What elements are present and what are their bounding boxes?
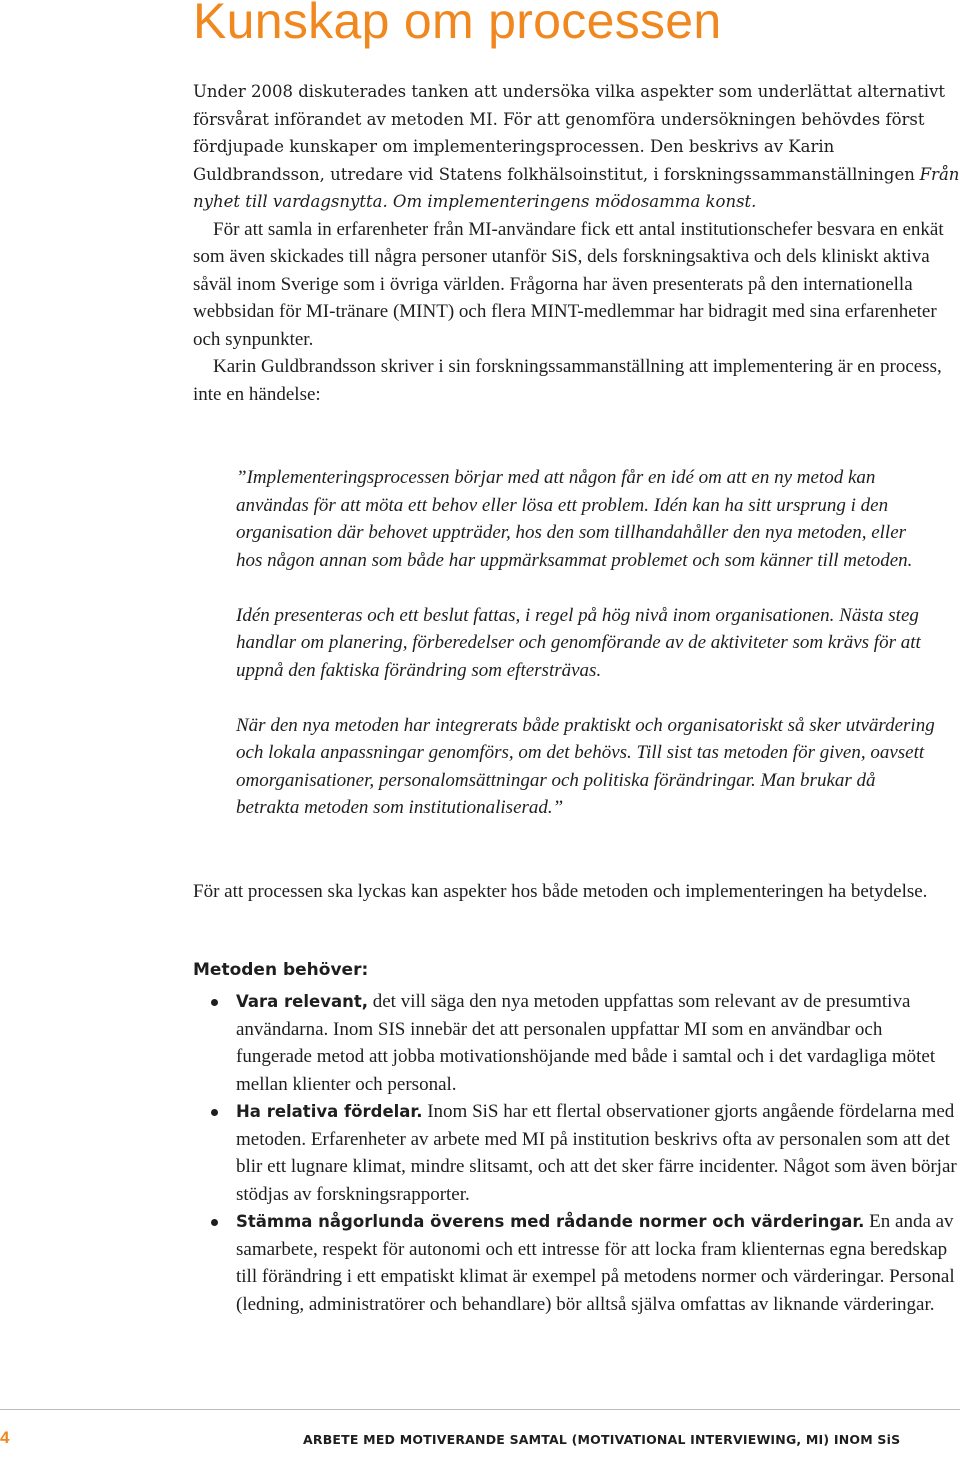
list-item-title: Stämma någorlunda överens med rådande normer och värderingar. xyxy=(236,1212,865,1231)
intro-text: Under 2008 diskuterades tanken att undersöka vilka aspekter som underlättat alternativt försvårat införandet av metoden MI. För att genomföra undersökningen behövdes först fördjupade kunskaper om implementeringsprocessen. Den beskrivs av Karin Guldbrandsson, utredare vid Statens folkhälsoinstitut, i forskningssammanställningen xyxy=(193,82,946,184)
page-number: 4 xyxy=(0,1428,10,1447)
running-footer: ARBETE MED MOTIVERANDE SAMTAL (MOTIVATIONAL INTERVIEWING, MI) INOM SiS xyxy=(303,1432,901,1447)
report-title: Från nyhet till vardagsnytta. Om implementeringens mödosamma konst. xyxy=(193,164,960,211)
requirements-list xyxy=(193,988,960,1318)
footer-divider xyxy=(0,1409,960,1410)
list-item-text: det vill säga den nya metoden uppfattas som relevant av de presumtiva användarna. Inom SIS innebär det att personalen uppfattar MI som en användbar och fungerade metod att jobba motivationshöjande med både i samtal och i det vardagliga mötet mellan klienter och personal. xyxy=(236,991,936,1095)
body-paragraph: För att samla in erfarenheter från MI-användare fick ett antal institutionschefer besvara en enkät som även skickades till några personer utanför SiS, dels forskningsaktiva och dels kliniskt aktiva såväl inom Sverige som i övriga världen. Frågorna har även presenterats på den internationella webbsidan för MI-tränare (MINT) och flera MINT-medlemmar har bidragit med sina erfarenheter och synpunkter. xyxy=(193,218,944,350)
list-item-text: Inom SiS har ett flertal observationer gjorts angående fördelarna med metoden. Erfarenheter av arbete med MI på institution beskrivs ofta av personalen som att det blir ett lugnare klimat, mindre slitsamt, och att det sker färre incidenter. Något som även börjar stödjas av forskningsrapporter. xyxy=(236,1101,957,1205)
list-item xyxy=(193,1208,960,1318)
body-paragraph-after-quote: För att processen ska lyckas kan aspekter hos både metoden och implementeringen ha betydelse. xyxy=(193,881,928,902)
page-title: Kunskap om processen xyxy=(193,0,722,49)
bullet-icon xyxy=(211,1219,218,1226)
list-item-title: Vara relevant, xyxy=(236,992,368,1011)
list-item-text: En anda av samarbete, respekt för autonomi och ett intresse för att locka fram klienternas egna beredskap till förändring i ett empatiskt klimat är exempel på metodens normer och värderingar. Personal (ledning, administratörer och behandlare) bör alltså själva omfattas av liknande värderingar. xyxy=(236,1211,955,1315)
body-paragraph: Karin Guldbrandsson skriver i sin forskningssammanställning att implementering är en process, inte en händelse: xyxy=(193,356,942,405)
list-item-title: Ha relativa fördelar. xyxy=(236,1102,423,1121)
block-quote xyxy=(236,464,936,849)
quote-paragraph: ”Implementeringsprocessen börjar med att någon får en idé om att en ny metod kan användas för att möta ett behov eller lösa ett problem. Idén kan ha sitt ursprung i den organisation där behovet uppträder, hos den som tillhandahåller den nya metoden, eller hos någon annan som både har uppmärksammat problemet och som känner till metoden. xyxy=(236,467,913,571)
list-item xyxy=(193,1098,960,1208)
bullet-icon xyxy=(211,1109,218,1116)
quote-paragraph: Idén presenteras och ett beslut fattas, i regel på hög nivå inom organisationen. Nästa steg handlar om planering, förberedelser och genomförande av de aktiviteter som krävs för att uppnå den faktiska förändring som eftersträvas. xyxy=(236,604,921,681)
bullet-icon xyxy=(211,999,218,1006)
intro-section xyxy=(193,78,960,408)
list-item xyxy=(193,988,960,1098)
quote-paragraph: När den nya metoden har integrerats både praktiskt och organisatoriskt så sker utvärdering och lokala anpassningar genomförs, om det behövs. Till sist tas metoden för given, oavsett omorganisationer, personalomsättningar och politiska förändringar. Man brukar då betrakta metoden som institutionaliserad.” xyxy=(236,714,935,818)
list-heading: Metoden behöver: xyxy=(193,960,369,980)
